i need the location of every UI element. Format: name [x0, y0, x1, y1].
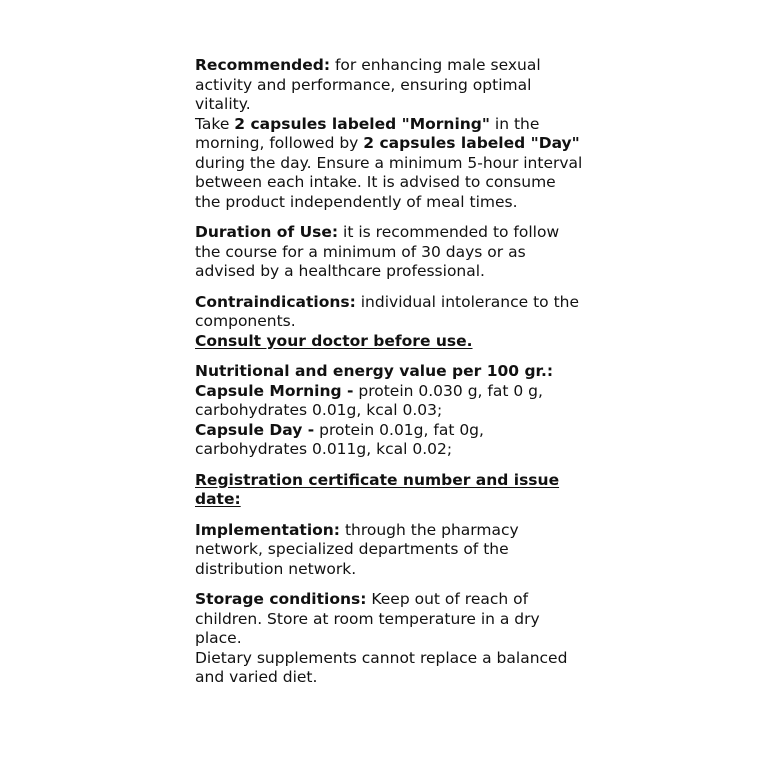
duration-heading: Duration of Use:: [195, 223, 339, 241]
registration-heading: Registration certificate number and issue date:: [195, 470, 560, 508]
implementation-text: through the pharmacy network, specialized departments of the distribution network.: [195, 520, 519, 578]
implementation-section: [195, 521, 585, 580]
dose-text-1: Take: [195, 114, 235, 133]
dose-text-5: during the day. Ensure a minimum 5-hour interval between each intake. It is advised to consume the product independently of meal times.: [195, 153, 583, 211]
implementation-heading: Implementation:: [195, 520, 341, 539]
storage-section: [195, 590, 585, 688]
duration-section: [195, 223, 585, 282]
nutrition-heading: Nutritional and energy value per 100 gr.:: [195, 362, 554, 380]
storage-heading: Storage conditions:: [195, 590, 367, 608]
recommended-section: [195, 56, 585, 212]
storage-text: Keep out of reach of children. Store at room temperature in a dry place.: [195, 590, 540, 647]
contraindications-section: [195, 293, 585, 352]
contraindications-heading: Contraindications:: [195, 292, 356, 311]
dose-day-capsules: 2 capsules labeled "Day": [363, 134, 580, 152]
dosage-instructions: [195, 115, 585, 213]
duration-text: it is recommended to follow the course for a minimum of 30 days or as advised by a healthcare professional.: [195, 223, 560, 280]
dietary-supplement-note: Dietary supplements cannot replace a balanced and varied diet.: [195, 648, 568, 686]
product-info-text: [195, 56, 585, 688]
nutrition-day-label: Capsule Day -: [195, 420, 315, 439]
dose-morning-capsules: 2 capsules labeled "Morning": [234, 114, 490, 133]
registration-section: [195, 471, 585, 510]
contraindications-text: individual intolerance to the components.: [195, 292, 580, 330]
nutrition-morning-label: Capsule Morning -: [195, 381, 354, 400]
consult-doctor-warning: Consult your doctor before use.: [195, 331, 473, 350]
recommended-heading: Recommended:: [195, 56, 331, 74]
nutrition-morning: [195, 382, 585, 421]
nutrition-day: [195, 421, 585, 460]
nutrition-section: [195, 362, 585, 460]
recommended-text: for enhancing male sexual activity and performance, ensuring optimal vitality.: [195, 56, 541, 113]
dose-text-3: in the morning, followed by: [195, 114, 540, 152]
nutrition-day-text: protein 0.01g, fat 0g, carbohydrates 0.011g, kcal 0.02;: [195, 420, 484, 458]
nutrition-morning-text: protein 0.030 g, fat 0 g, carbohydrates 0.01g, kcal 0.03;: [195, 381, 543, 419]
